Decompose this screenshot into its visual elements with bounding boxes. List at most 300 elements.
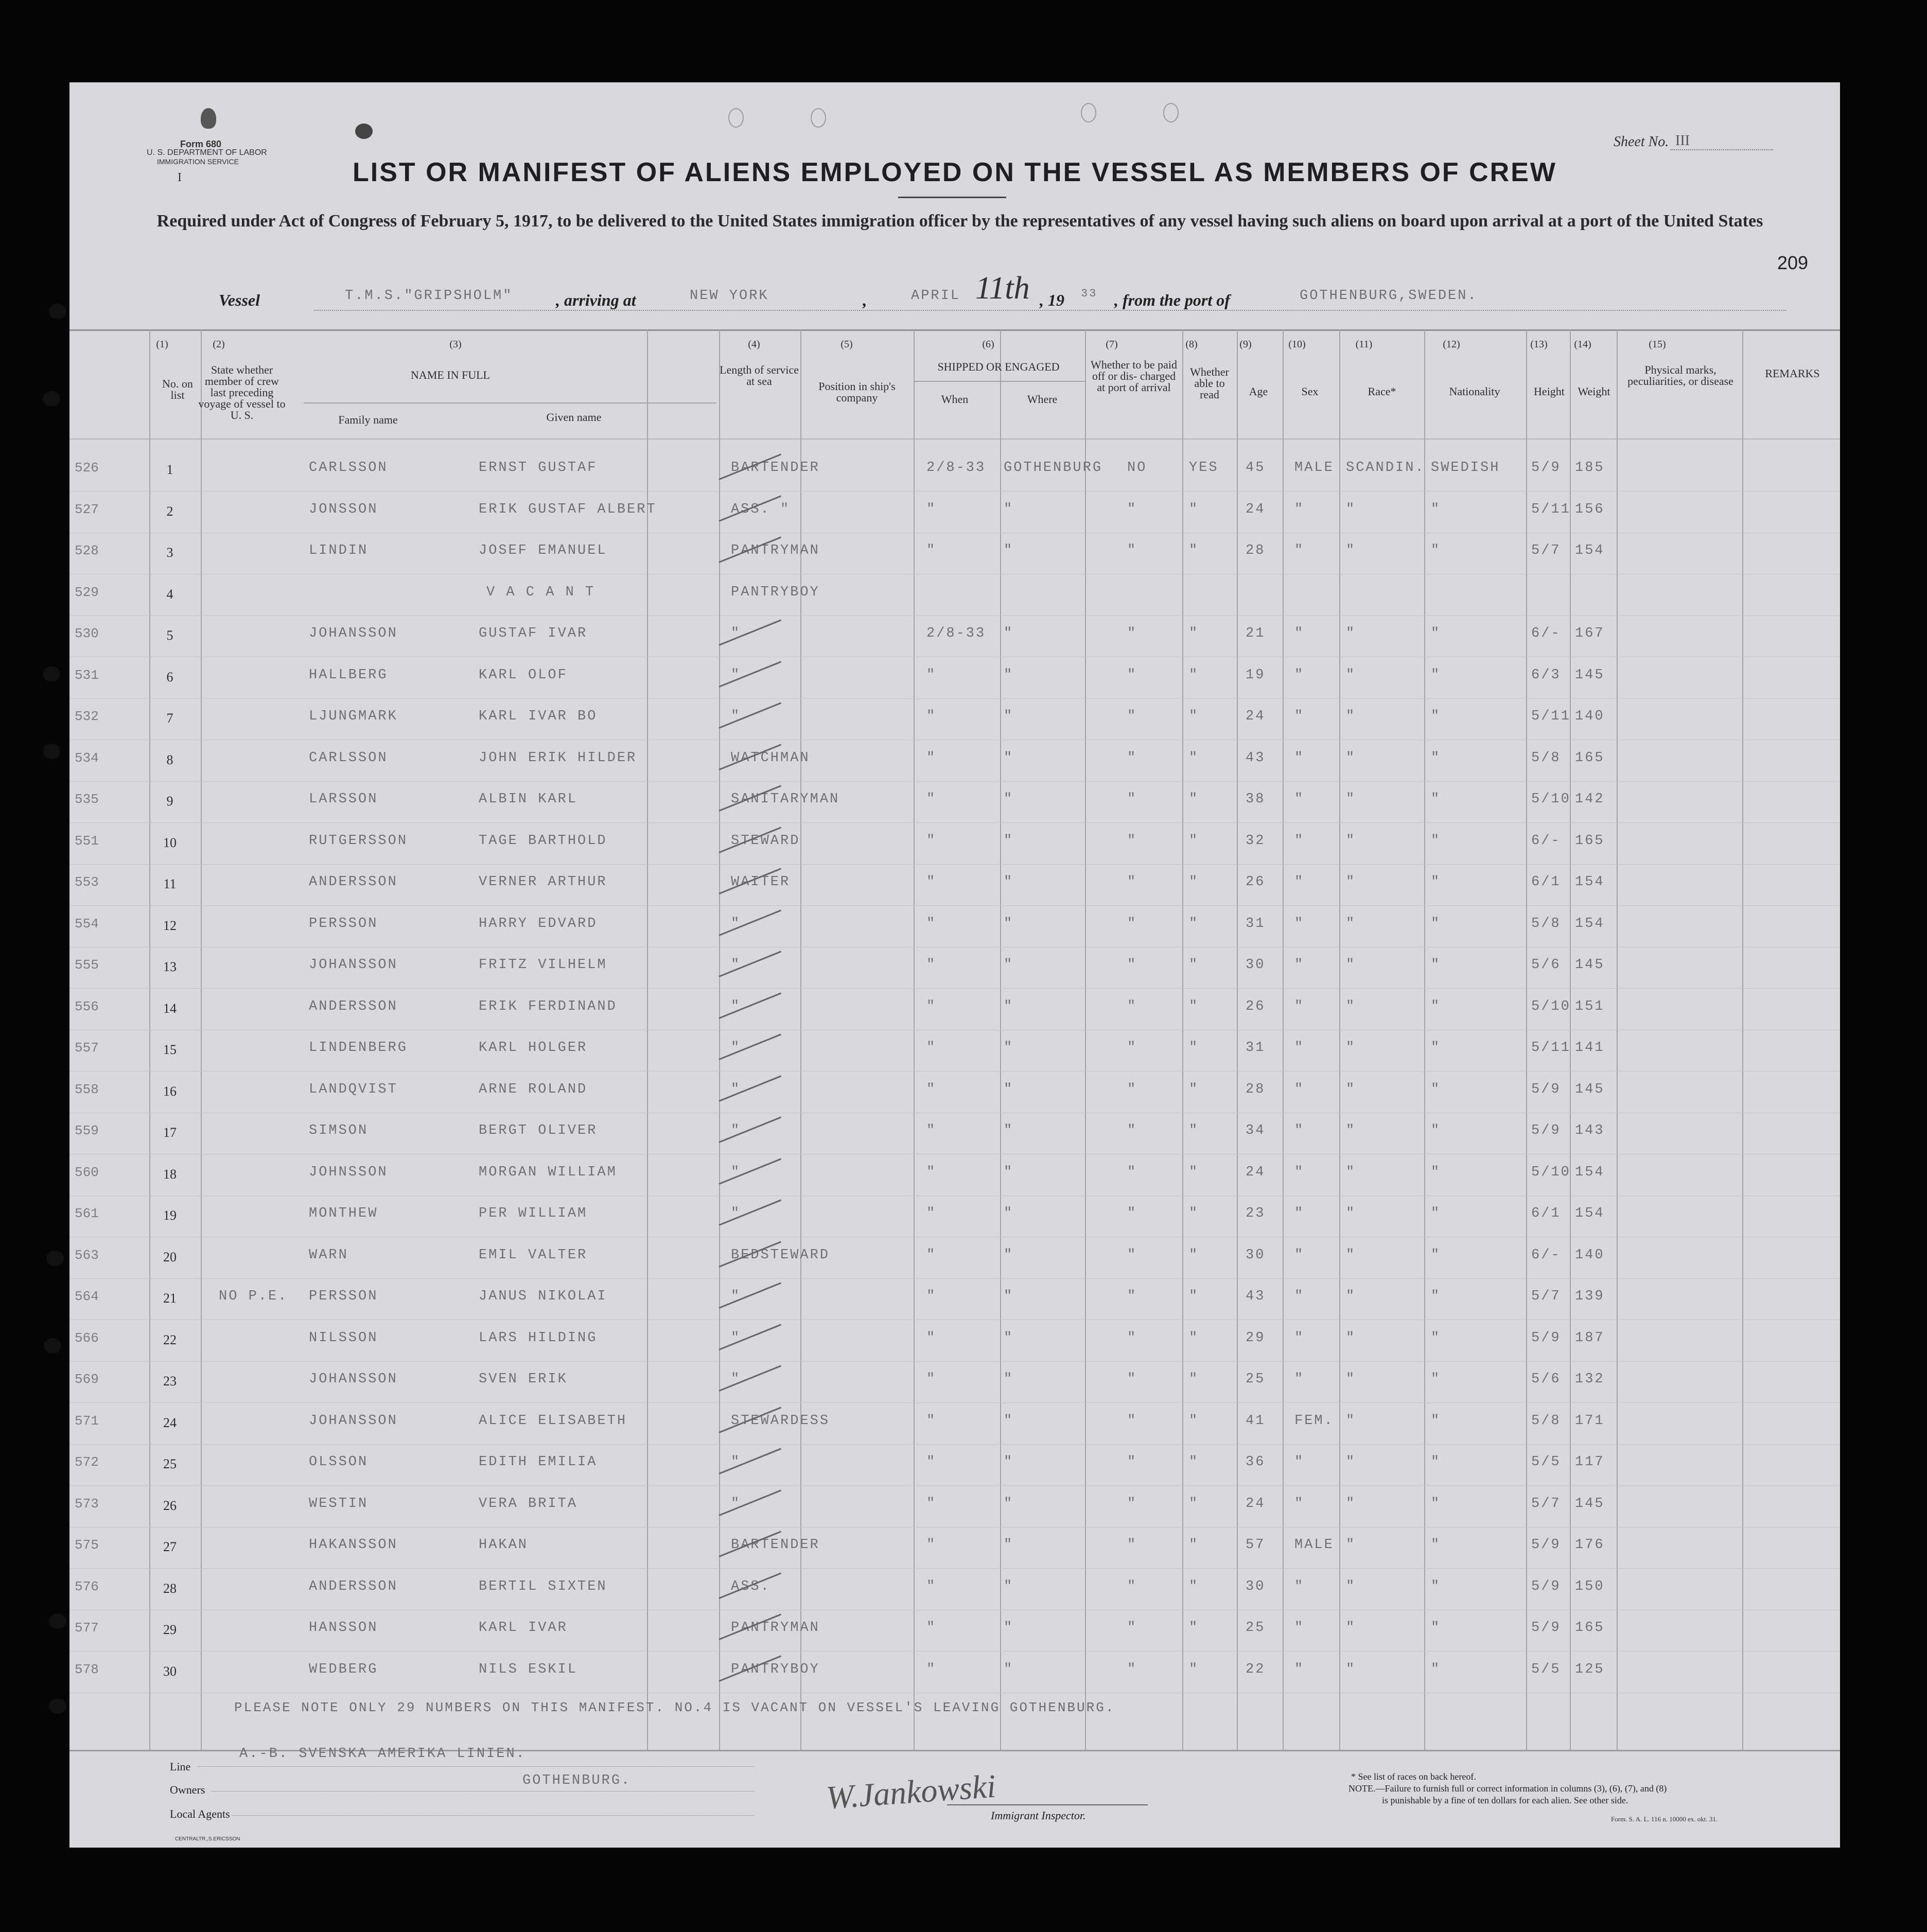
column-number: (3) (449, 339, 462, 350)
year-value: 33 (1081, 287, 1098, 300)
row-able-read: " (1189, 1661, 1199, 1677)
row-sex: " (1294, 957, 1305, 973)
arriving-value: NEW YORK (690, 288, 769, 304)
header-height: Height (1534, 385, 1565, 398)
row-shipped-when: 2/8-33 (926, 460, 986, 476)
row-line-number: 569 (75, 1372, 99, 1387)
row-race: " (1346, 957, 1356, 973)
row-able-read: " (1189, 1578, 1199, 1594)
row-able-read: " (1189, 667, 1199, 683)
row-paid-off: NO (1127, 460, 1147, 476)
row-weight: 154 (1575, 916, 1605, 932)
row-given-name: GUSTAF IVAR (479, 626, 588, 641)
row-number: 18 (163, 1166, 177, 1182)
row-position: " (731, 626, 741, 641)
row-able-read: " (1189, 957, 1199, 973)
row-nationality: " (1431, 501, 1441, 517)
row-paid-off: " (1127, 1123, 1137, 1138)
row-shipped-when: " (926, 957, 937, 973)
punch-hole (46, 1251, 64, 1266)
row-height: 5/9 (1531, 1081, 1561, 1097)
row-weight: 139 (1575, 1289, 1605, 1304)
row-sex: " (1294, 792, 1305, 807)
row-shipped-when: " (926, 792, 937, 807)
form-code: Form. S. A. L. 116 n. 10000 ex. okt. 31. (1611, 1815, 1718, 1823)
row-height: 6/- (1531, 833, 1561, 849)
column-divider (719, 329, 720, 1750)
row-height: 5/5 (1531, 1454, 1561, 1470)
row-weight: 145 (1575, 957, 1605, 973)
row-shipped-where: " (1004, 998, 1014, 1014)
header-sex: Sex (1301, 385, 1319, 398)
row-line-number: 566 (75, 1330, 99, 1346)
column-number: (9) (1239, 339, 1252, 350)
row-weight: 171 (1575, 1413, 1605, 1429)
row-shipped-where: " (1004, 1164, 1014, 1180)
row-age: 24 (1246, 709, 1266, 724)
header-no-on-list: No. on list (162, 377, 193, 401)
row-able-read: " (1189, 1372, 1199, 1387)
row-line-number: 577 (75, 1620, 99, 1636)
punch-ring (811, 108, 826, 128)
row-weight: 156 (1575, 501, 1605, 517)
row-weight: 154 (1575, 874, 1605, 890)
row-family-name: NILSSON (309, 1330, 378, 1346)
row-position: STEWARDESS (731, 1413, 830, 1429)
row-sex: " (1294, 1081, 1305, 1097)
row-shipped-where: GOTHENBURG (1004, 460, 1103, 476)
row-nationality: " (1431, 1620, 1441, 1636)
service-check-mark (719, 1033, 781, 1060)
row-height: 5/10 (1531, 792, 1571, 807)
row-race: " (1346, 1289, 1356, 1304)
row-sex: " (1294, 1372, 1305, 1387)
service-check-mark (719, 619, 781, 645)
row-line-number: 534 (75, 750, 99, 766)
row-family-name: OLSSON (309, 1454, 369, 1470)
row-age: 24 (1246, 1164, 1266, 1180)
header-state-whether: State whether member of crew last preceding voyage of vessel to U. S. (198, 363, 286, 421)
printer-credit: CENTRALTR.,S.ERICSSON (175, 1836, 240, 1842)
row-given-name: TAGE BARTHOLD (479, 833, 607, 849)
row-paid-off: " (1127, 543, 1137, 558)
row-nationality: " (1431, 1206, 1441, 1221)
inspector-label: Immigrant Inspector. (991, 1809, 1086, 1822)
row-given-name: VERA BRITA (479, 1496, 578, 1512)
row-number: 30 (163, 1663, 177, 1679)
row-age: 24 (1246, 1496, 1266, 1512)
header-paid-off: Whether to be paid off or dis- charged at port of arrival (1091, 358, 1177, 394)
row-nationality: " (1431, 709, 1441, 724)
row-rule (69, 1651, 1840, 1652)
row-family-name: JOHANSSON (309, 1413, 398, 1429)
row-family-name: WARN (309, 1247, 348, 1263)
row-weight: 165 (1575, 750, 1605, 766)
punch-ring (728, 108, 744, 128)
row-able-read: " (1189, 1496, 1199, 1512)
row-given-name: ARNE ROLAND (479, 1081, 588, 1097)
row-given-name: VERNER ARTHUR (479, 874, 607, 890)
sheet-label: Sheet No. (1614, 134, 1669, 150)
column-number: (7) (1106, 339, 1118, 350)
row-able-read: " (1189, 998, 1199, 1014)
row-weight: 140 (1575, 1247, 1605, 1263)
table-top-rule (69, 329, 1840, 331)
service-check-mark (719, 1075, 781, 1101)
row-line-number: 557 (75, 1040, 99, 1056)
row-position: " (731, 957, 741, 973)
row-given-name: JOHN ERIK HILDER (479, 750, 637, 766)
row-race: " (1346, 874, 1356, 890)
row-line-number: 556 (75, 998, 99, 1014)
row-paid-off: " (1127, 916, 1137, 932)
row-able-read: " (1189, 709, 1199, 724)
row-family-name: PERSSON (309, 1289, 378, 1304)
row-paid-off: " (1127, 1496, 1137, 1512)
row-shipped-when: " (926, 501, 937, 517)
row-race: " (1346, 1372, 1356, 1387)
row-family-name: JOHNSSON (309, 1164, 388, 1180)
row-position: " (731, 1289, 741, 1304)
row-nationality: " (1431, 750, 1441, 766)
row-position: WATCHMAN (731, 750, 810, 766)
row-family-name: CARLSSON (309, 750, 388, 766)
line-underline (198, 1766, 754, 1767)
row-given-name: ALICE ELISABETH (479, 1413, 627, 1429)
row-height: 5/10 (1531, 998, 1571, 1014)
row-height: 6/3 (1531, 667, 1561, 683)
row-shipped-where: " (1004, 501, 1014, 517)
row-weight: 145 (1575, 667, 1605, 683)
column-divider (647, 329, 648, 1750)
row-paid-off: " (1127, 874, 1137, 890)
row-height: 6/- (1531, 1247, 1561, 1263)
row-number: 21 (163, 1291, 177, 1306)
row-race: " (1346, 1040, 1356, 1056)
row-race: " (1346, 833, 1356, 849)
row-paid-off: " (1127, 667, 1137, 683)
row-number: 14 (163, 1000, 177, 1016)
vessel-value: T.M.S."GRIPSHOLM" (345, 288, 513, 304)
row-number: 22 (163, 1332, 177, 1347)
header-when: When (941, 393, 969, 406)
row-shipped-where: " (1004, 626, 1014, 641)
row-line-number: 559 (75, 1123, 99, 1138)
row-number: 15 (163, 1042, 177, 1057)
service-check-mark (719, 992, 781, 1018)
row-able-read: " (1189, 833, 1199, 849)
punch-hole (355, 124, 373, 139)
row-sex: " (1294, 543, 1305, 558)
row-family-name: RUTGERSSON (309, 833, 408, 849)
row-shipped-where: " (1004, 1496, 1014, 1512)
row-family-name: SIMSON (309, 1123, 369, 1138)
service-check-mark (719, 909, 781, 936)
service-label: IMMIGRATION SERVICE (157, 157, 239, 166)
row-able-read: " (1189, 1537, 1199, 1553)
column-divider (1424, 329, 1425, 1750)
column-number: (12) (1443, 339, 1460, 350)
row-paid-off: " (1127, 1164, 1137, 1180)
department-label: U. S. DEPARTMENT OF LABOR (147, 148, 267, 157)
row-line-number: 563 (75, 1247, 99, 1263)
row-weight: 141 (1575, 1040, 1605, 1056)
table-header-rule (69, 438, 1840, 440)
row-family-name: WESTIN (309, 1496, 369, 1512)
row-family-name: LJUNGMARK (309, 709, 398, 724)
row-number: 12 (163, 918, 177, 933)
row-family-name: LANDQVIST (309, 1081, 398, 1097)
row-family-name: HAKANSSON (309, 1537, 398, 1553)
row-shipped-when: " (926, 1537, 937, 1553)
row-number: 7 (166, 711, 173, 726)
row-shipped-when: " (926, 1123, 937, 1138)
owners-value: GOTHENBURG. (522, 1773, 632, 1788)
row-family-name: JOHANSSON (309, 626, 398, 641)
row-sex: " (1294, 1206, 1305, 1221)
row-given-name: HARRY EDVARD (479, 916, 598, 932)
row-given-name: JOSEF EMANUEL (479, 543, 607, 558)
row-position: PANTRYMAN (731, 1620, 820, 1636)
row-nationality: " (1431, 792, 1441, 807)
row-shipped-where: " (1004, 1289, 1014, 1304)
row-race: " (1346, 501, 1356, 517)
row-line-number: 573 (75, 1496, 99, 1512)
row-number: 20 (163, 1249, 177, 1264)
service-check-mark (719, 1448, 781, 1474)
row-race: " (1346, 1661, 1356, 1677)
row-position: ASS. (731, 1578, 770, 1594)
row-rule (69, 1485, 1840, 1486)
row-shipped-when: " (926, 1164, 937, 1180)
service-check-mark (719, 1572, 781, 1599)
row-race: " (1346, 1578, 1356, 1594)
row-paid-off: " (1127, 1661, 1137, 1677)
row-race: " (1346, 1454, 1356, 1470)
row-shipped-when: " (926, 833, 937, 849)
eagle-emblem-icon (201, 108, 216, 129)
shipped-subrule (914, 381, 1085, 382)
row-shipped-when: " (926, 916, 937, 932)
row-able-read: " (1189, 501, 1199, 517)
row-paid-off: " (1127, 501, 1137, 517)
row-line-number: 530 (75, 626, 99, 641)
punch-ring (1163, 103, 1179, 122)
row-line-number: 561 (75, 1206, 99, 1221)
row-able-read: " (1189, 792, 1199, 807)
row-shipped-when: " (926, 1289, 937, 1304)
row-height: 5/10 (1531, 1164, 1571, 1180)
row-age: 26 (1246, 874, 1266, 890)
punch-hole (49, 1698, 66, 1714)
row-paid-off: " (1127, 1247, 1137, 1263)
row-age: 34 (1246, 1123, 1266, 1138)
row-shipped-where: " (1004, 1454, 1014, 1470)
row-age: 57 (1246, 1537, 1266, 1553)
row-family-name: ANDERSSON (309, 874, 398, 890)
row-paid-off: " (1127, 1578, 1137, 1594)
row-height: 5/9 (1531, 1578, 1561, 1594)
punch-ring (1081, 103, 1096, 122)
row-family-name: HANSSON (309, 1620, 378, 1636)
row-able-read: " (1189, 626, 1199, 641)
row-given-name: ERIK FERDINAND (479, 998, 617, 1014)
row-race: " (1346, 1247, 1356, 1263)
header-race: Race* (1368, 385, 1396, 398)
row-height: 5/7 (1531, 1289, 1561, 1304)
row-nationality: " (1431, 1413, 1441, 1429)
row-number: 4 (166, 586, 173, 602)
row-shipped-where: " (1004, 833, 1014, 849)
row-line-number: 528 (75, 543, 99, 558)
row-line-number: 571 (75, 1413, 99, 1429)
margin-mark: I (178, 171, 182, 184)
column-number: (6) (982, 339, 994, 350)
row-paid-off: " (1127, 750, 1137, 766)
row-sex: " (1294, 1040, 1305, 1056)
page-number: 209 (1777, 252, 1809, 273)
column-divider (1085, 329, 1086, 1750)
punch-hole (44, 1338, 61, 1354)
from-value: GOTHENBURG,SWEDEN. (1300, 288, 1478, 304)
row-weight: 176 (1575, 1537, 1605, 1553)
header-able-read: Whether able to read (1190, 365, 1229, 401)
row-family-name: JOHANSSON (309, 957, 398, 973)
row-given-name: EMIL VALTER (479, 1247, 588, 1263)
row-sex: " (1294, 626, 1305, 641)
row-age: 22 (1246, 1661, 1266, 1677)
row-paid-off: " (1127, 792, 1137, 807)
row-position: " (731, 1454, 741, 1470)
row-race: " (1346, 1081, 1356, 1097)
row-number: 13 (163, 959, 177, 974)
row-weight: 150 (1575, 1578, 1605, 1594)
column-divider (1339, 329, 1340, 1750)
row-age: 45 (1246, 460, 1266, 476)
row-height: 6/- (1531, 626, 1561, 641)
row-shipped-where: " (1004, 1040, 1014, 1056)
row-line-number: 560 (75, 1164, 99, 1180)
penalty-note-2: is punishable by a fine of ten dollars for each alien. See other side. (1382, 1795, 1628, 1805)
row-given-name: SVEN ERIK (479, 1372, 568, 1387)
row-line-number: 558 (75, 1081, 99, 1097)
punch-hole (43, 666, 60, 682)
row-age: 19 (1246, 667, 1266, 683)
column-number: (14) (1574, 339, 1591, 350)
row-given-name: ERNST GUSTAF (479, 460, 598, 476)
row-given-name: HAKAN (479, 1537, 529, 1553)
row-age: 43 (1246, 750, 1266, 766)
row-shipped-where: " (1004, 1206, 1014, 1221)
row-shipped-where: " (1004, 1330, 1014, 1346)
row-position: " (731, 667, 741, 683)
row-number: 29 (163, 1622, 177, 1637)
row-race: " (1346, 1620, 1356, 1636)
row-shipped-when: " (926, 998, 937, 1014)
manifest-page (69, 82, 1840, 1848)
column-divider (914, 329, 915, 1750)
row-sex: " (1294, 1454, 1305, 1470)
row-shipped-where: " (1004, 1247, 1014, 1263)
row-rule (69, 822, 1840, 823)
row-sex: " (1294, 667, 1305, 683)
row-position: WAITER (731, 874, 791, 890)
row-able-read: " (1189, 1289, 1199, 1304)
line-value: A.-B. SVENSKA AMERIKA LINIEN. (239, 1746, 526, 1762)
row-family-name: JOHANSSON (309, 1372, 398, 1387)
row-race: " (1346, 543, 1356, 558)
column-number: (10) (1288, 339, 1306, 350)
service-check-mark (719, 702, 781, 728)
row-nationality: " (1431, 1537, 1441, 1553)
row-family-name: LINDENBERG (309, 1040, 408, 1056)
row-nationality: " (1431, 1081, 1441, 1097)
row-age: 36 (1246, 1454, 1266, 1470)
row-age: 25 (1246, 1620, 1266, 1636)
row-shipped-when: " (926, 1247, 937, 1263)
row-weight: 145 (1575, 1081, 1605, 1097)
row-shipped-when: " (926, 750, 937, 766)
row-weight: 187 (1575, 1330, 1605, 1346)
row-age: 29 (1246, 1330, 1266, 1346)
row-age: 25 (1246, 1372, 1266, 1387)
row-given-name: PER WILLIAM (479, 1206, 588, 1221)
row-given-name: KARL IVAR (479, 1620, 568, 1636)
row-rule (69, 1444, 1840, 1445)
row-rule (69, 864, 1840, 865)
row-position: " (731, 1123, 741, 1138)
row-age: 30 (1246, 1247, 1266, 1263)
row-paid-off: " (1127, 1081, 1137, 1097)
service-check-mark (719, 1365, 781, 1391)
row-sex: " (1294, 998, 1305, 1014)
header-length-service: Length of service at sea (720, 363, 799, 388)
row-shipped-when: " (926, 1040, 937, 1056)
row-rule (69, 905, 1840, 906)
row-number: 17 (163, 1125, 177, 1140)
column-number: (15) (1649, 339, 1666, 350)
row-rule (69, 1278, 1840, 1279)
column-number: (2) (213, 339, 225, 350)
row-height: 5/11 (1531, 709, 1571, 724)
row-number: 23 (163, 1374, 177, 1389)
row-sex: " (1294, 916, 1305, 932)
row-race: " (1346, 1413, 1356, 1429)
row-sex: " (1294, 1620, 1305, 1636)
year-label: , 19 (1040, 291, 1064, 309)
row-height: 5/5 (1531, 1661, 1561, 1677)
service-check-mark (719, 1489, 781, 1516)
row-given-name: BERGT OLIVER (479, 1123, 598, 1138)
row-age: 32 (1246, 833, 1266, 849)
row-shipped-where: " (1004, 667, 1014, 683)
service-check-mark (719, 951, 781, 977)
row-able-read: " (1189, 1330, 1199, 1346)
row-age: 24 (1246, 501, 1266, 517)
row-shipped-when: " (926, 1578, 937, 1594)
row-age: 26 (1246, 998, 1266, 1014)
row-position: STEWARD (731, 833, 800, 849)
row-height: 5/8 (1531, 1413, 1561, 1429)
row-rule (69, 988, 1840, 989)
row-number: 25 (163, 1456, 177, 1471)
row-race: " (1346, 1123, 1356, 1138)
column-divider (1283, 329, 1284, 1750)
row-given-name: LARS HILDING (479, 1330, 598, 1346)
column-number: (5) (840, 339, 853, 350)
header-shipped: SHIPPED OR ENGAGED (937, 360, 1060, 373)
row-given-name: JANUS NIKOLAI (479, 1289, 607, 1304)
